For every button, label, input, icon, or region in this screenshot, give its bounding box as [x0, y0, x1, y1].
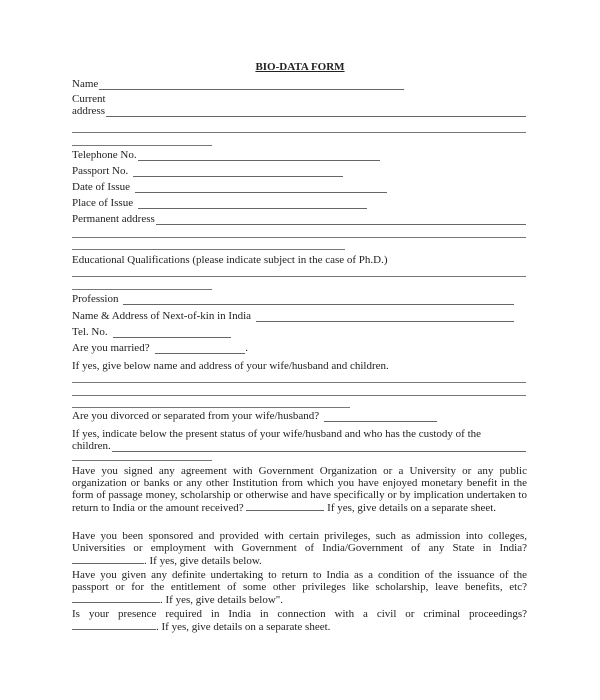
- permanent-address-line-3[interactable]: [72, 249, 345, 250]
- address-line[interactable]: [106, 107, 526, 117]
- profession-label: Profession: [72, 293, 119, 305]
- tel-no-line[interactable]: [113, 328, 231, 338]
- agreement-blank[interactable]: [246, 501, 324, 511]
- sponsored-text: Have you been sponsored and provided with certain privileges, such as admission into colleges, Universities or employment with Government of India/Government of any State in India?: [72, 530, 527, 554]
- permanent-address-line-2[interactable]: [72, 237, 526, 238]
- children-label: children.: [72, 440, 111, 452]
- telephone-line[interactable]: [138, 151, 380, 161]
- passport-line[interactable]: [133, 167, 343, 177]
- presence-instruction: . If yes, give details on a separate sheet.: [156, 621, 331, 633]
- divorced-label: Are you divorced or separated from your wife/husband?: [72, 410, 320, 422]
- passport-label: Passport No.: [72, 165, 129, 177]
- date-of-issue-label: Date of Issue: [72, 181, 131, 193]
- telephone-label: Telephone No.: [72, 149, 137, 161]
- married-label: Are you married?: [72, 342, 150, 354]
- tel-no-field[interactable]: [72, 326, 231, 338]
- place-of-issue-label: Place of Issue: [72, 197, 134, 209]
- married-field[interactable]: [72, 342, 248, 354]
- date-of-issue-line[interactable]: [135, 183, 387, 193]
- sponsored-blank[interactable]: [72, 554, 144, 564]
- next-of-kin-line[interactable]: [256, 312, 514, 322]
- education-line-1[interactable]: [72, 276, 526, 277]
- presence-text: Is your presence required in India in connection with a civil or criminal proceedings?: [72, 608, 527, 620]
- agreement-instruction: If yes, give details on a separate sheet.: [327, 502, 497, 514]
- spouse-line-3[interactable]: [72, 407, 350, 408]
- custody-line-2[interactable]: [72, 460, 212, 461]
- name-field[interactable]: [72, 78, 404, 90]
- address-line-2[interactable]: [72, 132, 526, 133]
- telephone-field[interactable]: [72, 149, 380, 161]
- custody-line[interactable]: [112, 442, 526, 452]
- profession-field[interactable]: [72, 293, 514, 305]
- married-line[interactable]: [155, 344, 246, 354]
- date-of-issue-field[interactable]: [72, 181, 387, 193]
- divorced-line[interactable]: [324, 412, 437, 422]
- place-of-issue-field[interactable]: [72, 197, 367, 209]
- address-label: address: [72, 105, 105, 117]
- sponsored-question: [72, 530, 527, 567]
- undertaking-text: Have you given any definite undertaking to return to India as a condition of the issuance of the passport or for the entitlement of some other privileges like scholarship, leave benefits, etc?: [72, 569, 527, 593]
- form-title: BIO-DATA FORM: [255, 61, 345, 73]
- undertaking-blank[interactable]: [72, 593, 160, 603]
- current-label: Current: [72, 93, 106, 105]
- if-married-label: If yes, give below name and address of your wife/husband and children.: [72, 360, 389, 372]
- if-divorced-label: If yes, indicate below the present status of your wife/husband and who has the custody of the: [72, 428, 482, 440]
- spouse-line-2[interactable]: [72, 395, 526, 396]
- profession-line[interactable]: [123, 295, 514, 305]
- address-line-3[interactable]: [72, 145, 212, 146]
- custody-field[interactable]: [72, 440, 526, 452]
- undertaking-instruction: . If yes, give details below".: [160, 594, 284, 606]
- name-line[interactable]: [99, 80, 404, 90]
- sponsored-instruction: . If yes, give details below.: [144, 555, 262, 567]
- education-label: Educational Qualifications (please indicate subject in the case of Ph.D.): [72, 254, 388, 266]
- next-of-kin-label: Name & Address of Next-of-kin in India: [72, 310, 252, 322]
- tel-no-label: Tel. No.: [72, 326, 108, 338]
- permanent-address-line[interactable]: [156, 215, 526, 225]
- passport-field[interactable]: [72, 165, 343, 177]
- undertaking-question: [72, 569, 527, 606]
- married-period: .: [245, 342, 248, 354]
- place-of-issue-line[interactable]: [138, 199, 367, 209]
- education-line-2[interactable]: [72, 289, 212, 290]
- next-of-kin-field[interactable]: [72, 310, 514, 322]
- spouse-line-1[interactable]: [72, 382, 526, 383]
- agreement-question: [72, 465, 527, 514]
- permanent-address-field[interactable]: [72, 213, 526, 225]
- name-label: Name: [72, 78, 99, 90]
- presence-question: [72, 608, 527, 633]
- agreement-text: Have you signed any agreement with Government Organization or a University or any public organization or banks or any other Institution from which you have enjoyed monetary benefit in the form of passage money, scholarship or otherwise and have specifically or by implication undertaken to return to India or the amount received?: [72, 465, 527, 514]
- divorced-field[interactable]: [72, 410, 437, 422]
- presence-blank[interactable]: [72, 620, 156, 630]
- current-address-field[interactable]: [72, 105, 526, 117]
- permanent-address-label: Permanent address: [72, 213, 155, 225]
